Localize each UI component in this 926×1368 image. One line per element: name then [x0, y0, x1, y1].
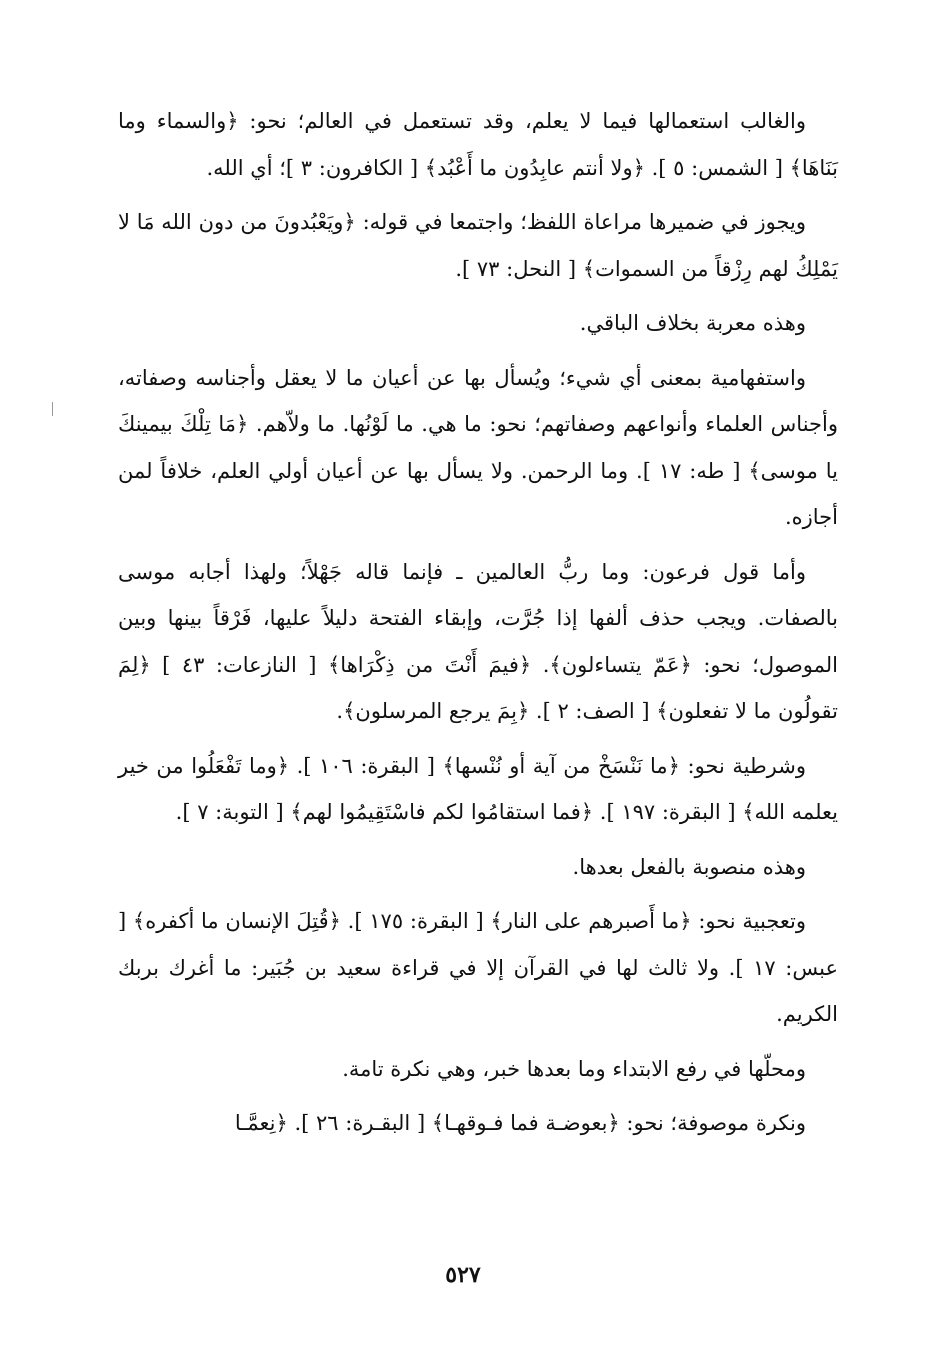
paragraph: والغالب استعمالها فيما لا يعلم، وقد تستعمل في العالم؛ نحو: ﴿والسماء وما بَنَاهَا﴾ [ الشمس: ٥ ]. ﴿ولا أنتم عابِدُون ما أَعْبُد﴾ [ الكافرون: ٣ ]؛ أي الله.: [118, 109, 838, 180]
paragraph: وشرطية نحو: ﴿ما نَنْسَخْ من آية أو نُنْسها﴾ [ البقرة: ١٠٦ ]. ﴿وما تَفْعَلُوا من خير يعلمه الله﴾ [ البقرة: ١٩٧ ]. ﴿فما استقامُوا لكم فاسْتَقِيمُوا لهم﴾ [ التوبة: ٧ ].: [118, 753, 838, 824]
paragraph: وهذه منصوبة بالفعل بعدها.: [572, 854, 806, 879]
paragraph: ونكرة موصوفة؛ نحو: ﴿بعوضـة فما فـوقهـا﴾ [ البقـرة: ٢٦ ]. ﴿نِعمَّـا: [234, 1111, 806, 1135]
body-text: [118, 98, 838, 1147]
margin-mark: [52, 402, 59, 416]
paragraph: واستفهامية بمعنى أي شيء؛ ويُسأل بها عن أعيان ما لا يعقل وأجناسه وصفاته، وأجناس العلماء وأنواعهم وصفاتهم؛ نحو: ما هي. ما لَوْنُها. ما ولاّهم. ﴿مَا تِلْكَ بيمينكَ يا موسى﴾ [ طه: ١٧ ]. وما الرحمن. ولا يسأل بها عن أعيان أولي العلم، خلافاً لمن أجازه.: [118, 365, 838, 529]
paragraph: وتعجبية نحو: ﴿ما أَصبرهم على النار﴾ [ البقرة: ١٧٥ ]. ﴿قُتِلَ الإنسان ما أكفره﴾ [ عبس: ١٧ ]. ولا ثالث لها في القرآن إلا في قراءة سعيد بن جُبَير: ما أغرك بربك الكريم.: [118, 909, 838, 1026]
paragraph: وأما قول فرعون: وما ربُّ العالمين ـ فإنما قاله جَهْلاً؛ ولهذا أجابه موسى بالصفات. ويجب حذف ألفها إذا جُرَّت، وإبقاء الفتحة دليلاً عليها، فَرْقاً بينها وبين الموصول؛ نحو: ﴿عَمّ يتساءلون﴾. ﴿فيمَ أَنْتَ من ذِكْرَاها﴾ [ النازعات: ٤٣ ] ﴿لِمَ تقولُون ما لا تفعلون﴾ [ الصف: ٢ ]. ﴿بِمَ يرجع المرسلون﴾.: [118, 559, 839, 723]
paragraph: ويجوز في ضميرها مراعاة اللفظ؛ واجتمعا في قوله: ﴿ويَعْبُدونَ من دون الله مَا لا يَمْلِكُ لهم رِزْقاً من السموات﴾ [ النحل: ٧٣ ].: [118, 210, 838, 281]
page-number: ٥٢٧: [445, 1262, 481, 1288]
paragraph: ومحلّها في رفع الابتداء وما بعدها خبر، وهي نكرة تامة.: [342, 1056, 806, 1081]
paragraph: وهذه معربة بخلاف الباقي.: [579, 311, 806, 335]
